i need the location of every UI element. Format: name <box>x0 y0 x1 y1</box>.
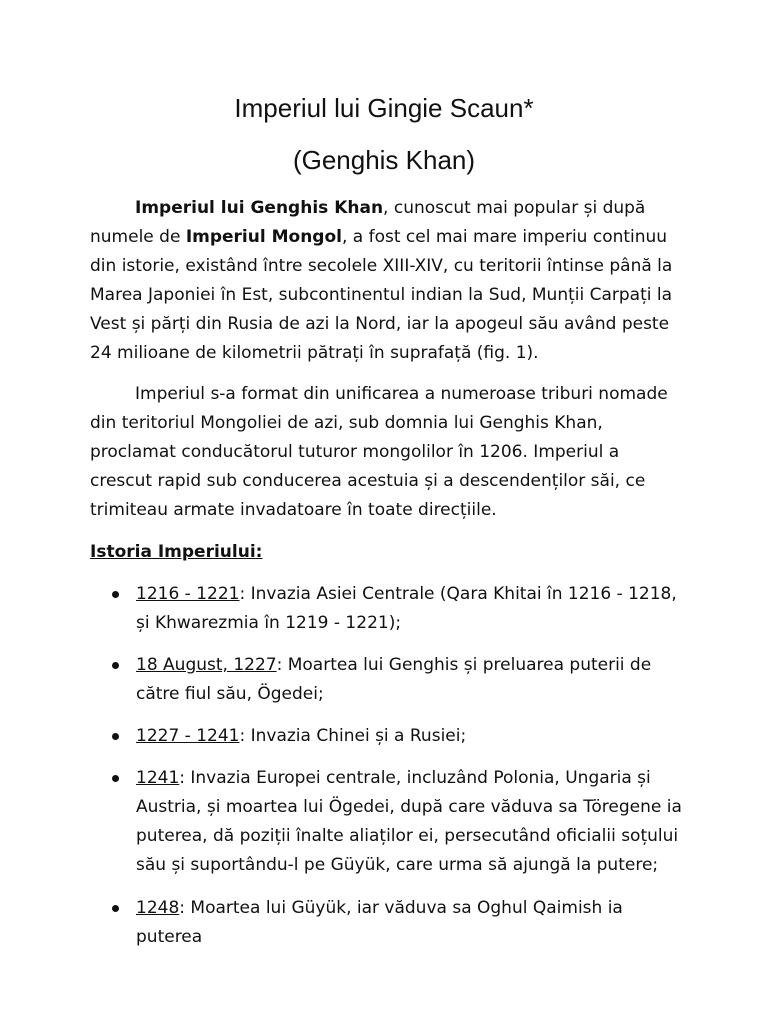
document-title: Imperiul lui Gingie Scaun* <box>234 93 534 123</box>
list-item-text <box>136 764 684 880</box>
paragraph-text: , a fost cel mai mare imperiu continuu din istorie, existând între secolele XIII-XIV, cu teritorii întinse până la Marea Japoniei în Est, subcontinentul indian la Sud, Munții Carpați la Vest și părți din Rusia de azi la Nord, iar la apogeul său având peste 24 milioane de kilometrii pătrați în suprafață (fig. 1). <box>90 227 673 363</box>
bold-term-mongol-empire: Imperiul Mongol <box>185 227 342 247</box>
list-item-description: : Moartea lui Genghis și preluarea puterii de către fiul său, Ögedei; <box>136 655 652 704</box>
list-item-text <box>136 894 684 952</box>
list-item-description: : Moartea lui Güyük, iar văduva sa Oghul Qaimish ia puterea <box>136 898 623 947</box>
bullet-icon <box>112 662 119 669</box>
list-item-date: 1248 <box>136 898 180 918</box>
bullet-icon <box>112 775 119 782</box>
list-item-description: : Invazia Asiei Centrale (Qara Khitai în 1216 - 1218, și Khwarezmia în 1219 - 1221); <box>136 584 677 633</box>
history-heading: Istoria Imperiului: <box>90 542 263 562</box>
formation-paragraph: Imperiul s-a format din unificarea a numeroase triburi nomade din teritoriul Mongoliei de azi, sub domnia lui Genghis Khan, proclamat conducătorul tuturor mongolilor în 1206. Imperiul a crescut rapid sub conducerea acestuia și a descendenților săi, ce trimiteau armate invadatoare în toate direcțiile. <box>90 384 668 520</box>
list-item-description: : Invazia Chinei și a Rusiei; <box>239 726 467 746</box>
list-item-date: 1227 - 1241 <box>136 726 240 746</box>
document-subtitle: (Genghis Khan) <box>292 145 476 175</box>
list-item-text <box>136 722 684 751</box>
bold-term-empire: Imperiul lui Genghis Khan <box>135 198 384 218</box>
bullet-icon <box>112 733 119 740</box>
paragraph-text: , cunoscut mai popular și după numele de <box>90 198 646 247</box>
bullet-icon <box>112 905 119 912</box>
list-item-text <box>136 580 684 638</box>
bullet-icon <box>112 591 119 598</box>
list-item-date: 18 August, 1227 <box>136 655 277 675</box>
list-item-description: : Invazia Europei centrale, incluzând Polonia, Ungaria și Austria, și moartea lui Ögedei, după care văduva sa Töregene ia puterea, dă poziții înalte aliaților ei, persecutând oficialii soțului său și suportându-l pe Güyük, care urma să ajungă la putere; <box>136 768 682 875</box>
list-item-text <box>136 651 684 709</box>
list-item-date: 1216 - 1221 <box>136 584 240 604</box>
intro-paragraph <box>90 194 680 368</box>
list-item-date: 1241 <box>136 768 180 788</box>
